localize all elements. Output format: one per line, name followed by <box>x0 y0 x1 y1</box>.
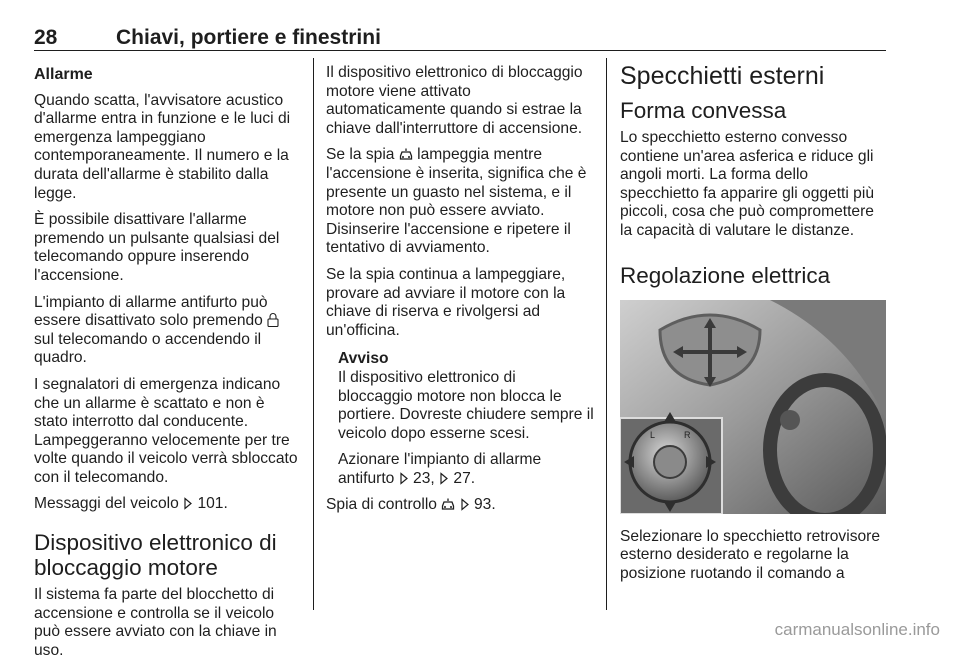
note-title: Avviso <box>338 350 389 368</box>
vehicle-messages-text: Messaggi del veicolo <box>34 495 179 513</box>
column-middle <box>326 64 594 523</box>
column-right <box>620 64 886 591</box>
alarm-paragraph-2: È possibile disattivare l'allarme premendo un pulsante qualsiasi del telecomando oppure inserendo l'accensione. <box>34 211 280 284</box>
page-header <box>34 26 886 50</box>
page-number: 28 <box>34 26 58 49</box>
page-reference-icon <box>439 472 449 485</box>
spare-key-paragraph: Se la spia continua a lampeggiare, provare ad avviare il motore con la chiave di riserva e rivolgersi ad un'officina. <box>326 265 566 339</box>
warning-light-paragraph <box>326 146 594 258</box>
alarm-paragraph-5 <box>34 495 300 514</box>
note-paragraph-2 <box>338 451 594 488</box>
heading-immobilizer: Dispositivo elettronico di bloccaggio motore <box>34 530 277 581</box>
mirror-control-photo <box>620 300 886 514</box>
electric-adjustment-paragraph: Selezionare lo specchietto retrovisore esterno desiderato e regolarne la posizione ruotando il comando a <box>620 527 881 582</box>
note-ref-23[interactable]: 23, <box>413 469 435 487</box>
immobilizer-activation-paragraph: Il dispositivo elettronico di bloccaggio motore viene attivato automaticamente quando si estrae la chiave dall'interruttore di accensione. <box>326 64 583 137</box>
heading-exterior-mirrors: Specchietti esterni <box>620 62 825 90</box>
vehicle-messages-ref[interactable]: 101. <box>197 495 228 513</box>
heading-alarm: Allarme <box>34 66 93 83</box>
note-ref-27[interactable]: 27. <box>453 469 476 487</box>
note-p2-text: Azionare l'impianto di allarme antifurto <box>338 451 542 487</box>
column-left <box>34 64 300 668</box>
control-light-text: Spia di controllo <box>326 496 437 514</box>
column-divider-2 <box>606 58 607 610</box>
page-reference-icon <box>183 497 193 510</box>
alarm-p3-text-a: L'impianto di allarme antifurto può essere disattivato solo premendo <box>34 293 268 330</box>
alarm-paragraph-4: I segnalatori di emergenza indicano che un allarme è scattato e non è stato interrotto dal conducente. Lampeggeranno velocemente per tre volte quando il veicolo verrà sbloccato con il telecomando. <box>34 375 298 486</box>
warning-light-text-b: lampeggia mentre l'accensione è inserita, significa che è presente un guasto nel sistema, e il motore non può essere avviato. Disinserire l'accensione e ripetere il tentativo di avviamento. <box>326 146 587 257</box>
immobilizer-warning-icon <box>441 498 455 511</box>
convex-paragraph: Lo specchietto esterno convesso contiene un'area asferica e riduce gli angoli morti. La forma dello specchietto fa apparire gli oggetti più piccoli, cosa che può compromettere la capacità di valutare le distanze. <box>620 129 874 239</box>
svg-text:R: R <box>684 429 691 440</box>
header-rule <box>34 50 886 51</box>
note-box <box>338 350 594 488</box>
alarm-paragraph-1: Quando scatta, l'avvisatore acustico d'allarme entra in funzione e le luci di emergenza lampeggiano contemporaneamente. Il numero e la durata dell'allarme è stabilito dalla legge. <box>34 91 291 202</box>
control-light-ref[interactable]: 93. <box>474 496 496 514</box>
immobilizer-paragraph: Il sistema fa parte del blocchetto di accensione e controlla se il veicolo può essere avviato con la chiave in uso. <box>34 586 277 659</box>
note-paragraph-1: Il dispositivo elettronico di bloccaggio motore non blocca le portiere. Dovreste chiudere sempre il veicolo dopo esserne scesi. <box>338 368 594 442</box>
alarm-paragraph-3 <box>34 294 300 368</box>
chapter-title: Chiavi, portiere e finestrini <box>116 26 381 49</box>
heading-convex-shape: Forma convessa <box>620 98 787 123</box>
page-reference-icon <box>460 498 470 511</box>
page-reference-icon <box>399 472 409 485</box>
heading-electric-adjustment: Regolazione elettrica <box>620 262 831 288</box>
column-divider-1 <box>313 58 314 610</box>
lock-button-icon <box>267 312 279 327</box>
immobilizer-warning-icon <box>399 148 413 161</box>
alarm-p3-text-b: sul telecomando o accendendo il quadro. <box>34 330 262 367</box>
svg-text:L: L <box>650 429 656 440</box>
warning-light-text-a: Se la spia <box>326 146 395 164</box>
control-light-paragraph <box>326 496 594 515</box>
watermark: carmanualsonline.info <box>774 620 940 639</box>
